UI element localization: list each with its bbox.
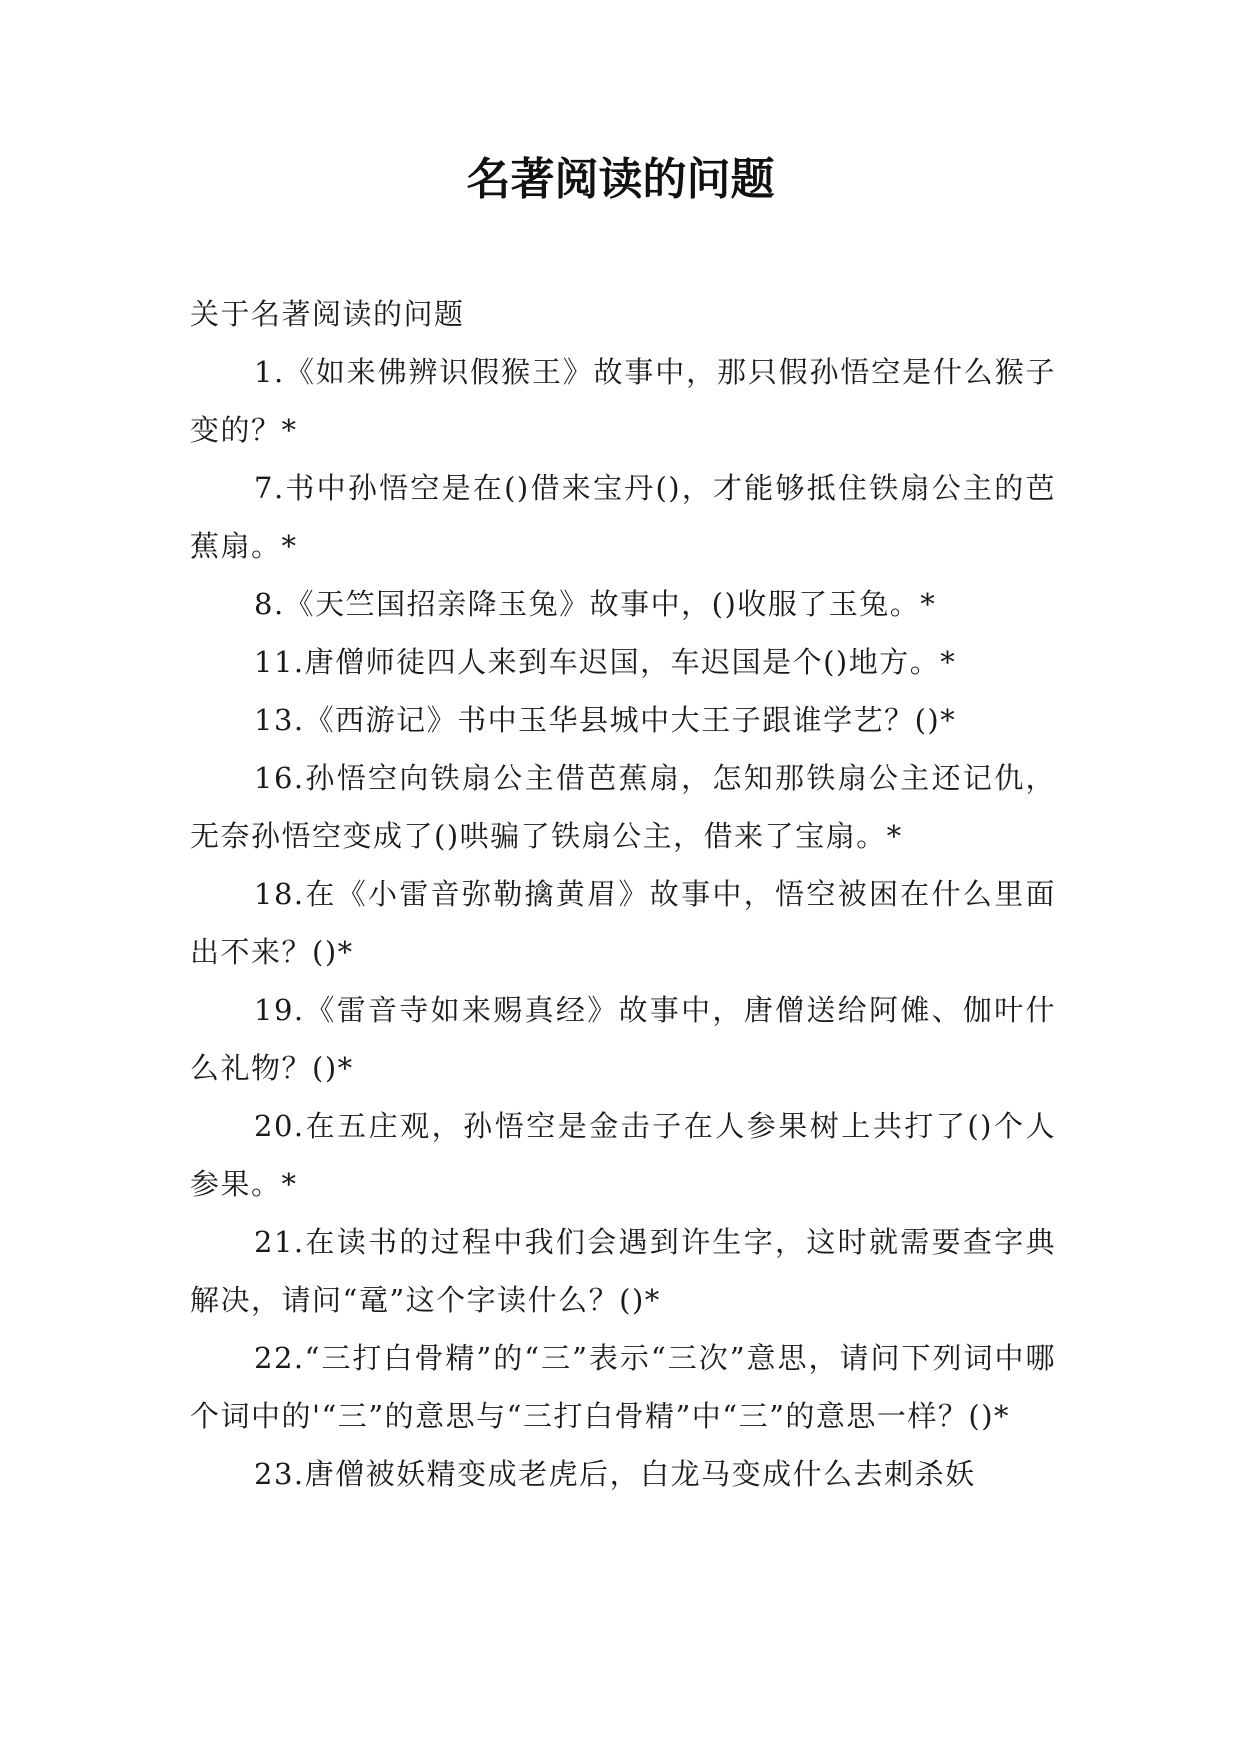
question-11: 11.唐僧师徒四人来到车迟国，车迟国是个()地方。* [254, 645, 957, 679]
intro-line: 关于名著阅读的问题 [190, 297, 465, 331]
question-18: 18.在《小雷音弥勒擒黄眉》故事中，悟空被困在什么里面出不来？()* [190, 877, 1056, 969]
question-23: 23.唐僧被妖精变成老虎后，白龙马变成什么去刺杀妖 [254, 1457, 976, 1491]
question-13: 13.《西游记》书中玉华县城中大王子跟谁学艺？()* [254, 703, 957, 737]
question-21: 21.在读书的过程中我们会遇到许生字，这时就需要查字典解决，请问“鼋”这个字读什么？()* [190, 1225, 1056, 1317]
question-8: 8.《天竺国招亲降玉兔》故事中，()收服了玉兔。* [254, 587, 937, 621]
question-20: 20.在五庄观，孙悟空是金击子在人参果树上共打了()个人参果。* [190, 1109, 1056, 1201]
document-title: 名著阅读的问题 [466, 154, 775, 205]
document-body [190, 285, 1056, 1503]
question-1: 1.《如来佛辨识假猴王》故事中，那只假孙悟空是什么猴子变的？* [190, 355, 1056, 447]
question-19: 19.《雷音寺如来赐真经》故事中，唐僧送给阿傩、伽叶什么礼物？()* [190, 993, 1056, 1085]
question-22: 22.“三打白骨精”的“三”表示“三次”意思，请问下列词中哪个词中的'“三”的意思与“三打白骨精”中“三”的意思一样？()* [190, 1341, 1056, 1433]
question-16: 16.孙悟空向铁扇公主借芭蕉扇，怎知那铁扇公主还记仇，无奈孙悟空变成了()哄骗了铁扇公主，借来了宝扇。* [190, 761, 1056, 853]
question-7: 7.书中孙悟空是在()借来宝丹()，才能够抵住铁扇公主的芭蕉扇。* [190, 471, 1056, 563]
